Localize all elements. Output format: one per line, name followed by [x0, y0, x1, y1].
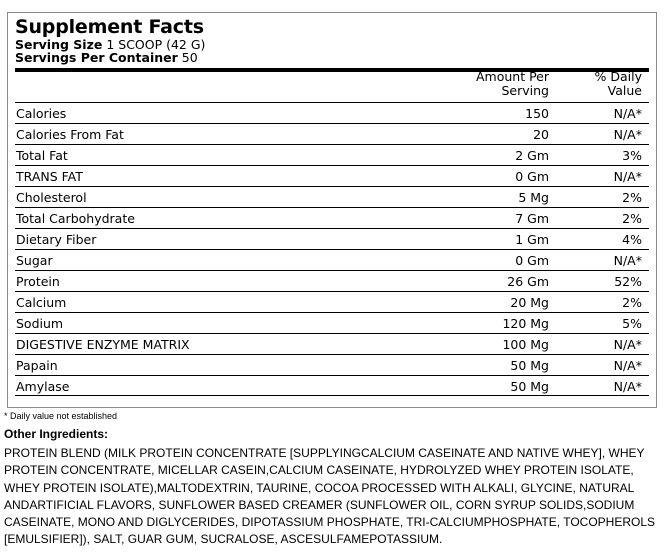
- other-ingredients-text: PROTEIN BLEND (MILK PROTEIN CONCENTRATE [SUPPLYINGCALCIUM CASEINATE AND NATIVE WHEY], WHEY PROTEIN CONCENTRATE, MICELLAR CASEIN,CALCIUM CASEINATE, HYDROLYZED WHEY PROTEIN ISOLATE, WHEY PROTEIN ISOLATE),MALTODEXTRIN, TAURINE, COCOA PROCESSED WITH ALKALI, GLYCINE, NATURAL ANDARTIFICIAL FLAVORS, SUNFLOWER BASED CREAMER (SUNFLOWER OIL, CORN SYRUP SOLIDS,SODIUM CASEINATE, MONO AND DIGLYCERIDES, DIPOTASSIUM PHOSPHATE, TRI-CALCIUMPHOSPHATE, TOCOPHEROLS [EMULSIFIER]), SALT, GUAR GUM, SUCRALOSE, ASCESULFAMEPOTASSIUM.: [4, 446, 655, 547]
- nutrient-name: Sodium: [16, 316, 64, 331]
- nutrient-daily-value: 52%: [614, 274, 642, 289]
- nutrient-name: Cholesterol: [16, 190, 87, 205]
- nutrient-daily-value: N/A*: [613, 169, 642, 184]
- nutrient-amount: 150: [525, 106, 549, 121]
- amount-column-header: [476, 70, 549, 98]
- nutrient-daily-value: N/A*: [613, 337, 642, 352]
- supplement-facts-panel: [7, 12, 657, 408]
- nutrient-daily-value: 4%: [622, 232, 642, 247]
- nutrient-daily-value: N/A*: [613, 106, 642, 121]
- nutrient-amount: 1 Gm: [515, 232, 549, 247]
- nutrient-name: Total Fat: [16, 148, 68, 163]
- nutrient-row: [15, 333, 649, 354]
- amount-header-line2: Serving: [501, 83, 549, 98]
- nutrient-amount: 50 Mg: [510, 379, 549, 394]
- nutrient-row: [15, 123, 649, 144]
- nutrient-name: Sugar: [16, 253, 53, 268]
- nutrient-row: [15, 165, 649, 186]
- dv-header-line1: % Daily: [594, 69, 642, 84]
- nutrient-amount: 0 Gm: [515, 169, 549, 184]
- nutrient-row: [15, 186, 649, 207]
- nutrient-daily-value: 3%: [622, 148, 642, 163]
- nutrient-daily-value: 5%: [622, 316, 642, 331]
- nutrient-amount: 20 Mg: [510, 295, 549, 310]
- nutrient-daily-value: N/A*: [613, 379, 642, 394]
- serving-size-label: Serving Size: [15, 37, 103, 52]
- nutrient-daily-value: N/A*: [613, 127, 642, 142]
- nutrient-daily-value: N/A*: [613, 253, 642, 268]
- nutrient-amount: 7 Gm: [515, 211, 549, 226]
- nutrient-name: Calories: [16, 106, 67, 121]
- nutrient-row: [15, 291, 649, 312]
- nutrient-row: [15, 312, 649, 333]
- nutrient-amount: 50 Mg: [510, 358, 549, 373]
- nutrient-row: [15, 354, 649, 375]
- nutrient-name: Papain: [16, 358, 58, 373]
- nutrient-row: [15, 144, 649, 165]
- nutrient-amount: 20: [533, 127, 549, 142]
- nutrient-amount: 5 Mg: [518, 190, 549, 205]
- serving-size-value: 1 SCOOP (42 G): [106, 37, 206, 52]
- servings-label: Servings Per Container: [15, 50, 178, 65]
- nutrient-amount: 100 Mg: [502, 337, 549, 352]
- nutrient-name: TRANS FAT: [16, 169, 83, 184]
- nutrient-daily-value: N/A*: [613, 358, 642, 373]
- nutrient-amount: 2 Gm: [515, 148, 549, 163]
- nutrient-amount: 120 Mg: [502, 316, 549, 331]
- nutrient-name: Dietary Fiber: [16, 232, 97, 247]
- dv-header-line2: Value: [607, 83, 642, 98]
- nutrient-name: Calcium: [16, 295, 67, 310]
- nutrient-table: [15, 102, 649, 396]
- thick-divider: [15, 68, 649, 72]
- daily-value-column-header: [595, 70, 642, 98]
- other-ingredients-label: Other Ingredients:: [4, 427, 109, 441]
- nutrient-name: Protein: [16, 274, 60, 289]
- nutrient-row: [15, 375, 649, 396]
- nutrient-daily-value: 2%: [622, 295, 642, 310]
- nutrient-amount: 26 Gm: [507, 274, 549, 289]
- nutrient-daily-value: 2%: [622, 211, 642, 226]
- servings-value: 50: [181, 50, 198, 65]
- amount-header-line1: Amount Per: [475, 69, 549, 84]
- nutrient-row: [15, 228, 649, 249]
- servings-per-container: [15, 51, 198, 65]
- nutrient-row: [15, 249, 649, 270]
- nutrient-row: [15, 207, 649, 228]
- footnote: * Daily value not established: [4, 411, 118, 421]
- nutrient-row: [15, 102, 649, 123]
- nutrient-name: Amylase: [16, 379, 70, 394]
- nutrient-name: Calories From Fat: [16, 127, 124, 142]
- nutrient-amount: 0 Gm: [515, 253, 549, 268]
- nutrient-name: DIGESTIVE ENZYME MATRIX: [16, 337, 190, 352]
- nutrient-row: [15, 270, 649, 291]
- panel-title: Supplement Facts: [15, 16, 204, 38]
- nutrient-daily-value: 2%: [622, 190, 642, 205]
- nutrient-name: Total Carbohydrate: [16, 211, 135, 226]
